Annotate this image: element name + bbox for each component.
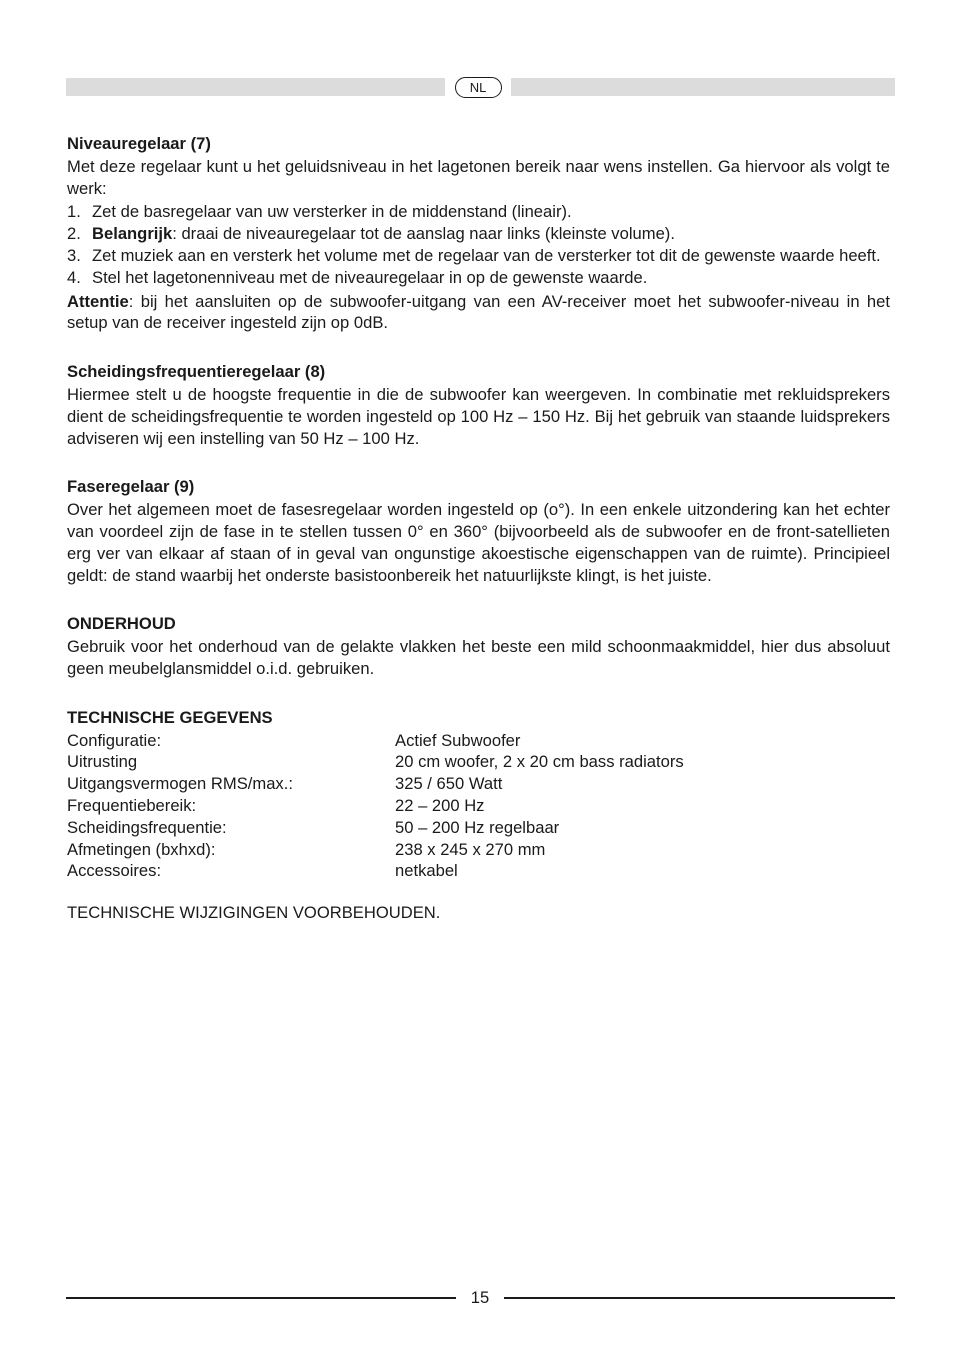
section-faseregelaar (67, 476, 890, 586)
footer-rule-left (66, 1297, 456, 1299)
section-title: TECHNISCHE GEGEVENS (67, 707, 273, 727)
list-item (67, 245, 890, 267)
section-onderhoud (67, 613, 890, 679)
emphasis: Attentie (67, 291, 129, 311)
spec-value: Actief Subwoofer (395, 730, 521, 750)
footer-rule-right (504, 1297, 895, 1299)
spec-value: 325 / 650 Watt (395, 774, 503, 794)
list-item (67, 223, 890, 245)
disclaimer: TECHNISCHE WIJZIGINGEN VOORBEHOUDEN. (67, 903, 441, 923)
attention-note (67, 291, 890, 335)
spec-value: 50 – 200 Hz regelbaar (395, 817, 560, 837)
list-number: 4. (67, 267, 81, 287)
section-body: Hiermee stelt u de hoogste frequentie in die de subwoofer kan weergeven. In combinatie met rekluidsprekers dient de scheidingsfrequentie te worden ingesteld op 100 Hz – 150 Hz. Bij het gebruik van staande luidsprekers adviseren wij een instelling van 50 Hz – 100 Hz. (67, 384, 890, 448)
page-content (67, 133, 890, 924)
section-title: Faseregelaar (9) (67, 477, 195, 497)
section-title: ONDERHOUD (67, 614, 176, 634)
specs-table (67, 730, 890, 883)
list-text-rest: : draai de niveauregelaar tot de aanslag naar links (kleinste volume). (172, 224, 675, 244)
section-niveauregelaar (67, 133, 890, 334)
list-text: Zet de basregelaar van uw versterker in de middenstand (lineair). (92, 202, 572, 222)
section-body: Over het algemeen moet de fasesregelaar worden ingesteld op (o°). In een enkele uitzondering kan het echter van voordeel zijn de fase in te stellen tussen 0° en 360° (bijvoorbeeld als de subwoofer en de front-satellieten erg ver van elkaar af staan of in geval van ongunstige akoestische eigenschappen van de ruimte). Principieel geldt: de stand waarbij het onderste basistoonbereik het natuurlijkste klingt, is het juiste. (67, 500, 890, 585)
list-item (67, 201, 890, 223)
spec-label: Afmetingen (bxhxd): (67, 839, 216, 859)
list-number: 2. (67, 224, 81, 244)
spec-value: 238 x 245 x 270 mm (395, 839, 546, 859)
note-text: : bij het aansluiten op de subwoofer-uitgang van een AV-receiver moet het subwoofer-niveau in het setup van de receiver ingesteld zijn op 0dB. (67, 291, 890, 333)
section-body: Gebruik voor het onderhoud van de gelakte vlakken het beste een mild schoonmaakmiddel, hier dus absoluut geen meubelglansmiddel o.i.d. gebruiken. (67, 637, 890, 678)
page-number: 15 (470, 1288, 490, 1307)
spec-value: netkabel (395, 861, 458, 881)
spec-label: Uitgangsvermogen RMS/max.: (67, 774, 293, 794)
list-number: 1. (67, 202, 81, 222)
section-technische-gegevens (67, 707, 890, 882)
list-text: Zet muziek aan en versterk het volume met de regelaar van de versterker tot dit de gewenste waarde heeft. (92, 245, 881, 265)
spec-label: Configuratie: (67, 730, 162, 750)
list-number: 3. (67, 245, 81, 265)
spec-value: 22 – 200 Hz (395, 795, 485, 815)
spec-label: Scheidingsfrequentie: (67, 817, 227, 837)
section-title: Niveauregelaar (7) (67, 134, 211, 153)
spec-label: Frequentiebereik: (67, 795, 197, 815)
section-intro: Met deze regelaar kunt u het geluidsniveau in het lagetonen bereik naar wens instellen. Ga hiervoor als volgt te werk: (67, 156, 890, 198)
spec-label: Accessoires: (67, 861, 162, 881)
spec-value: 20 cm woofer, 2 x 20 cm bass radiators (395, 752, 684, 772)
list-item (67, 267, 890, 289)
spec-label: Uitrusting (67, 752, 138, 772)
list-text: Stel het lagetonenniveau met de niveauregelaar in op de gewenste waarde. (92, 267, 648, 287)
language-badge (445, 73, 511, 101)
section-title: Scheidingsfrequentieregelaar (8) (67, 362, 326, 382)
section-scheidingsfrequentie (67, 361, 890, 449)
steps-list (67, 201, 890, 288)
emphasis: Belangrijk (92, 224, 173, 244)
language-label: NL (455, 77, 502, 98)
list-text (92, 223, 890, 245)
